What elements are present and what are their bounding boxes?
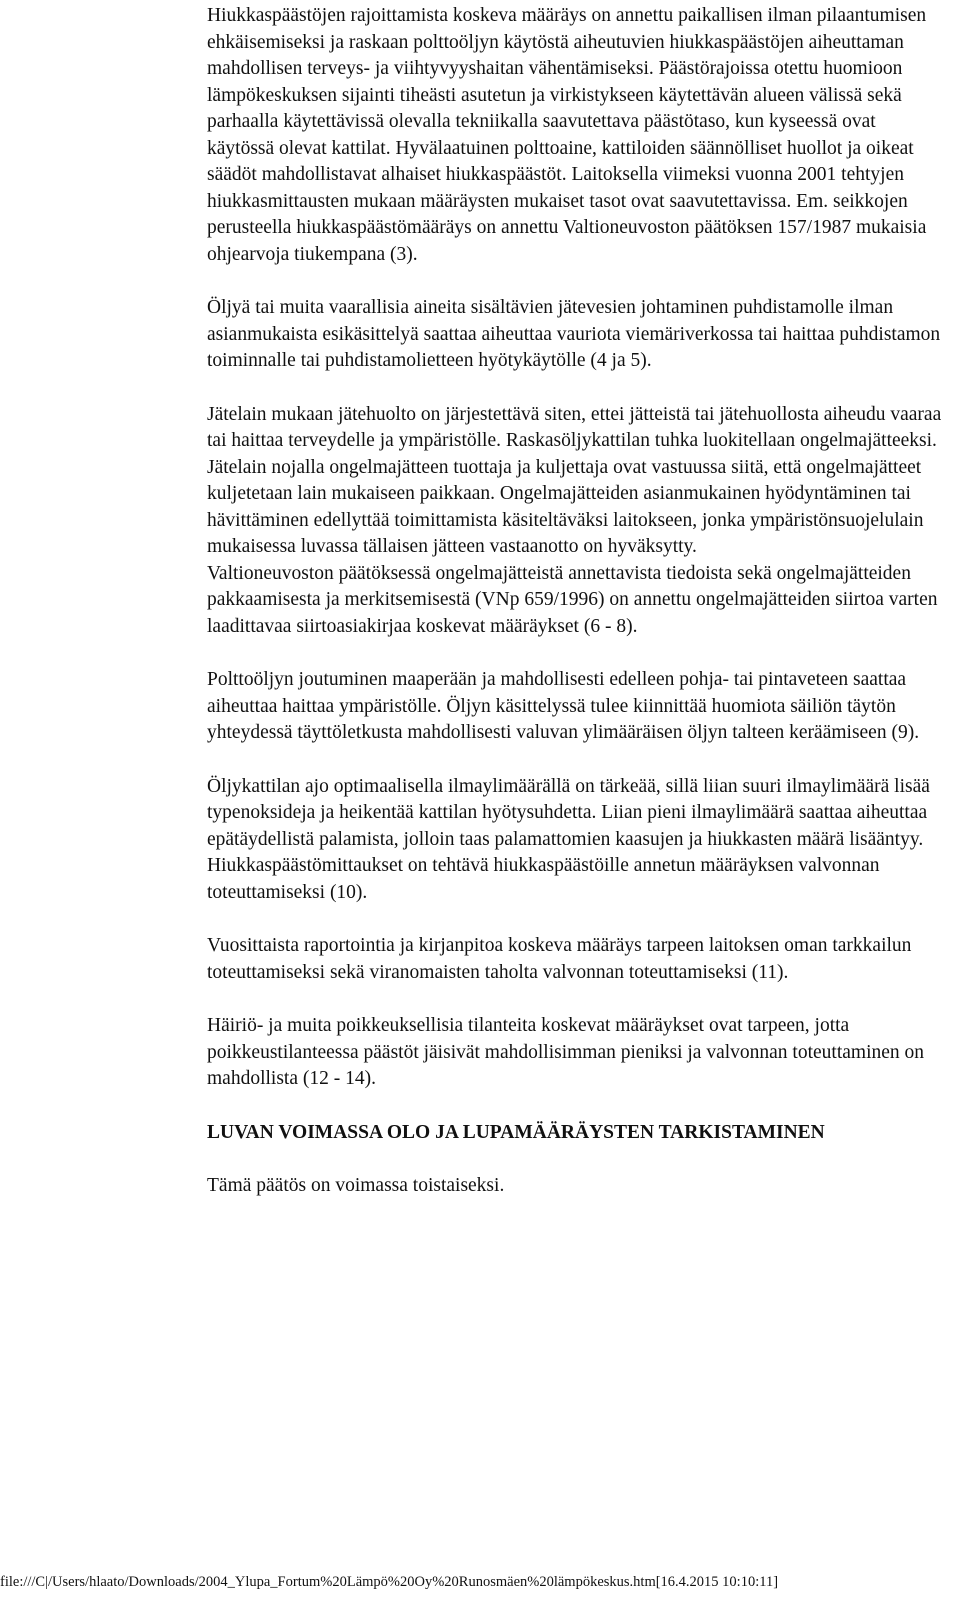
paragraph-reporting: Vuosittaista raportointia ja kirjanpitoa koskeva määräys tarpeen laitoksen oman tarkkailun toteuttamiseksi sekä viranomaisten taholta valvonnan toteuttamiseksi (11). [207,935,912,983]
document-body [207,0,947,1227]
paragraph-oily-wastewater: Öljyä tai muita vaarallisia aineita sisältävien jätevesien johtaminen puhdistamolle ilman asianmukaista esikäsittelyä saattaa aiheuttaa vauriota viemäriverkossa tai haittaa puhdistamon toiminnalle tai puhdistamolietteen hyötykäytölle (4 ja 5). [207,297,941,371]
page-footer-url: file:///C|/Users/hlaato/Downloads/2004_Ylupa_Fortum%20Lämpö%20Oy%20Runosmäen%20lämpökeskus.htm[16.4.2015 10:10:11] [0,1574,779,1590]
paragraph-disturbances: Häiriö- ja muita poikkeuksellisia tilanteita koskevat määräykset ovat tarpeen, jotta poikkeustilanteessa päästöt jäisivät mahdollisimman pieniksi ja valvonnan toteuttaminen on mahdollista (12 - 14). [207,1015,925,1089]
paragraph-particulate-measurements: Hiukkaspäästömittaukset on tehtävä hiukkaspäästöille annetun määräyksen valvonnan toteuttamiseksi (10). [207,855,880,903]
section-heading: LUVAN VOIMASSA OLO JA LUPAMÄÄRÄYSTEN TARKISTAMINEN [207,1121,825,1143]
paragraph-waste-law: Jätelain mukaan jätehuolto on järjestettävä siten, ettei jätteistä tai jätehuollosta aiheudu vaaraa tai haittaa terveydelle ja ympäristölle. Raskasöljykattilan tuhka luokitellaan ongelmajätteeksi. Jätelain nojalla ongelmajätteen tuottaja ja kuljettaja ovat vastuussa siitä, että ongelmajätteet kuljetetaan lain mukaiseen paikkaan. Ongelmajätteiden asianmukainen hyödyntäminen tai hävittäminen edellyttää toimittamista käsiteltäväksi laitokseen, jonka ympäristönsuojelulain mukaisessa luvassa tällaisen jätteen vastaanotto on hyväksytty. [207,403,942,557]
paragraph-validity: Tämä päätös on voimassa toistaiseksi. [207,1175,505,1196]
paragraph-fuel-oil-spill: Polttoöljyn joutuminen maaperään ja mahdollisesti edelleen pohja- tai pintaveteen saattaa aiheuttaa haittaa ympäristölle. Öljyn käsittelyssä tulee kiinnittää huomiota säiliön täytön yhteydessä täyttöletkusta mahdollisesti valuvan ylimääräisen öljyn talteen keräämiseen (9). [207,669,920,743]
paragraph-excess-air: Öljykattilan ajo optimaalisella ilmaylimäärällä on tärkeää, sillä liian suuri ilmaylimäärä lisää typenoksideja ja heikentää kattilan hyötysuhdetta. Liian pieni ilmaylimäärä saattaa aiheuttaa epätäydellistä palamista, jolloin taas palamattomien kaasujen ja hiukkasten määrä lisääntyy. [207,775,930,850]
paragraph-hazardous-waste-transport: Valtioneuvoston päätöksessä ongelmajätteistä annettavista tiedoista sekä ongelmajätteiden pakkaamisesta ja merkitsemisestä (VNp 659/1996) on annettu ongelmajätteiden siirtoa varten laadittavaa siirtoasiakirjaa koskevat määräykset (6 - 8). [207,562,938,637]
paragraph-particulate-emissions: Hiukkaspäästöjen rajoittamista koskeva määräys on annettu paikallisen ilman pilaantumisen ehkäisemiseksi ja raskaan polttoöljyn käytöstä aiheutuvien hiukkaspäästöjen aiheuttaman mahdollisen terveys- ja viihtyvyyshaitan vähentämiseksi. Päästörajoissa otettu huomioon lämpökeskuksen sijainti tiheästi asutetun ja virkistykseen käytettävän alueen välissä sekä parhaalla käytettävissä olevalla tekniikalla saavutettava päästötaso, kun kyseessä ovat käytössä olevat kattilat. Hyvälaatuinen polttoaine, kattiloiden säännölliset huollot ja oikeat säädöt mahdollistavat alhaiset hiukkaspäästöt. Laitoksella viimeksi vuonna 2001 tehtyjen hiukkasmittausten mukaan määräysten mukaiset tasot ovat saavutettavissa. Em. seikkojen perusteella hiukkaspäästömääräys on annettu Valtioneuvoston päätöksen 157/1987 mukaisia ohjearvoja tiukempana (3). [207,5,927,265]
